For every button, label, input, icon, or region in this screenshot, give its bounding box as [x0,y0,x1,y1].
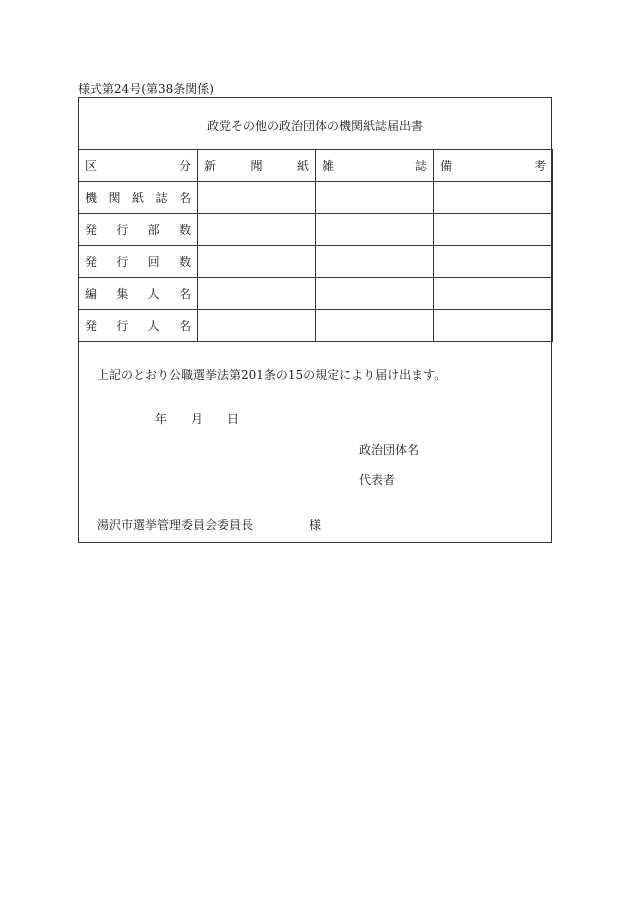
form-number: 様式第24号(第38条関係) [78,82,214,96]
month-label: 月 [190,412,203,426]
input-cell-remarks[interactable] [434,182,553,214]
input-cell-newspaper[interactable] [198,214,316,246]
addressee-label: 湯沢市選挙管理委員会委員長 [97,518,254,532]
header-kubun [79,150,198,182]
input-cell-remarks[interactable] [434,246,553,278]
row-label [79,214,198,246]
row-label-char: 名 [178,319,191,333]
header-char: 分 [178,159,191,173]
form-title: 政党その他の政治団体の機関紙誌届出書 [206,119,423,133]
form-frame [78,97,552,543]
year-label: 年 [155,412,168,426]
header-char: 新 [204,159,217,173]
representative-label: 代表者 [359,473,396,487]
input-cell-newspaper[interactable] [198,182,316,214]
row-label [79,182,198,214]
date-line[interactable] [155,410,239,427]
row-label-char: 名 [178,191,191,205]
table-row [79,214,553,246]
org-name-label: 政治団体名 [359,443,420,457]
input-cell-remarks[interactable] [434,310,553,342]
input-cell-magazine[interactable] [316,310,434,342]
row-label-char: 数 [178,223,191,237]
row-label [79,278,198,310]
header-char: 考 [533,159,546,173]
header-char: 聞 [250,159,263,173]
row-label-char: 回 [147,255,160,269]
row-label-char: 関 [108,191,121,205]
input-cell-magazine[interactable] [316,214,434,246]
row-label-char: 発 [85,223,98,237]
row-label-char: 行 [116,223,129,237]
row-label-char: 機 [85,191,98,205]
header-char: 備 [440,159,453,173]
table-row [79,278,553,310]
input-cell-remarks[interactable] [434,278,553,310]
header-char: 紙 [296,159,309,173]
header-char: 区 [85,159,98,173]
row-label-char: 発 [85,319,98,333]
row-label-char: 誌 [155,191,168,205]
row-label-char: 編 [85,287,98,301]
table-row [79,310,553,342]
row-label [79,310,198,342]
row-label-char: 紙 [131,191,144,205]
day-label: 日 [226,412,239,426]
header-shinbunshi [198,150,316,182]
header-char: 誌 [414,159,427,173]
declaration-text: 上記のとおり公職選挙法第201条の15の規定により届け出ます。 [97,368,447,382]
header-zasshi [316,150,434,182]
row-label-char: 行 [116,255,129,269]
header-biko [434,150,553,182]
input-cell-newspaper[interactable] [198,278,316,310]
input-cell-magazine[interactable] [316,278,434,310]
row-label-char: 集 [116,287,129,301]
input-cell-remarks[interactable] [434,214,553,246]
table-row [79,246,553,278]
row-label-char: 人 [147,287,160,301]
header-char: 雑 [322,159,335,173]
row-label-char: 発 [85,255,98,269]
registration-table [78,149,553,342]
row-label-char: 数 [178,255,191,269]
row-label-char: 部 [147,223,160,237]
row-label-char: 行 [116,319,129,333]
header-row [79,150,553,182]
table-row [79,182,553,214]
input-cell-magazine[interactable] [316,182,434,214]
row-label [79,246,198,278]
row-label-char: 名 [178,287,191,301]
input-cell-newspaper[interactable] [198,246,316,278]
honorific-label: 様 [309,518,322,532]
input-cell-magazine[interactable] [316,246,434,278]
row-label-char: 人 [147,319,160,333]
input-cell-newspaper[interactable] [198,310,316,342]
